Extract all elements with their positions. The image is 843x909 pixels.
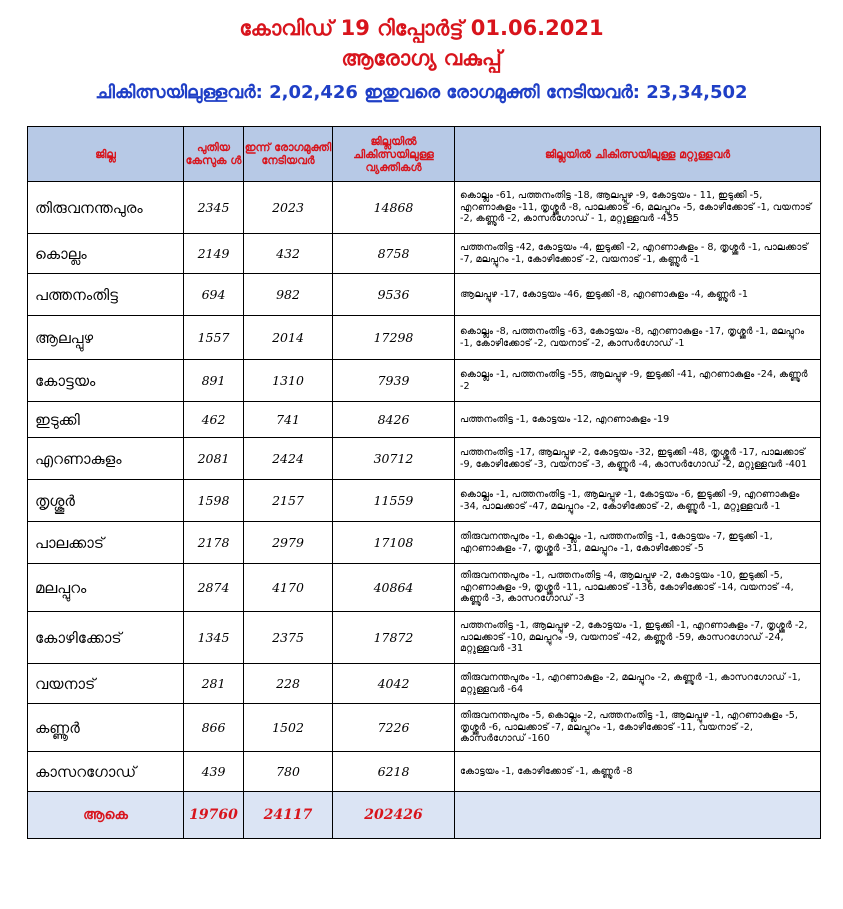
others-cell: കൊല്ലം -8, പത്തനംതിട്ട -63, കോട്ടയം -8, എറണാകുളം -17, തൃശ്ശൂർ -1, മലപ്പുറം -1, കോഴിക്കോട് -2, വയനാട് -2, കാസർഗോഡ് -1 xyxy=(455,316,821,360)
district-cell: കൊല്ലം xyxy=(28,234,184,274)
total-label: ആകെ xyxy=(28,792,184,839)
district-table xyxy=(27,126,821,839)
recovered-cell: 2014 xyxy=(244,316,333,360)
active-cell: 17298 xyxy=(333,316,455,360)
active-cell: 8758 xyxy=(333,234,455,274)
new-cases-cell: 891 xyxy=(184,360,244,402)
district-cell: കാസറഗോഡ് xyxy=(28,752,184,792)
table-row xyxy=(28,704,821,752)
active-cell: 17108 xyxy=(333,522,455,564)
district-cell: പത്തനംതിട്ട xyxy=(28,274,184,316)
table-row xyxy=(28,480,821,522)
others-cell: കൊല്ലം -1, പത്തനംതിട്ട -55, ആലപ്പുഴ -9, ഇടുക്കി -41, എറണാകുളം -24, കണ്ണൂർ -2 xyxy=(455,360,821,402)
table-row xyxy=(28,438,821,480)
active-cell: 8426 xyxy=(333,402,455,438)
header-recovered: ഇന്ന് രോഗമുക്തി നേടിയവർ xyxy=(244,127,333,182)
district-cell: വയനാട് xyxy=(28,664,184,704)
district-cell: കോഴിക്കോട് xyxy=(28,612,184,664)
header-active: ജില്ലയിൽ ചികിത്സയിലുള്ള വ്യക്തികൾ xyxy=(333,127,455,182)
district-cell: ഇടുക്കി xyxy=(28,402,184,438)
table-row xyxy=(28,402,821,438)
table-row xyxy=(28,274,821,316)
district-cell: പാലക്കാട് xyxy=(28,522,184,564)
recovered-cell: 4170 xyxy=(244,564,333,612)
others-cell: തിരുവനന്തപുരം -1, പത്തനംതിട്ട -4, ആലപ്പുഴ -2, കോട്ടയം -10, ഇടുക്കി -5, എറണാകുളം -9, തൃശ്ശൂർ -11, പാലക്കാട് -136, കോഴിക്കോട് -14, വയനാട് -4, കണ്ണൂർ -3, കാസറഗോഡ് -3 xyxy=(455,564,821,612)
others-cell: പത്തനംതിട്ട -1, കോട്ടയം -12, എറണാകുളം -19 xyxy=(455,402,821,438)
recovered-cell: 1502 xyxy=(244,704,333,752)
report-title: കോവിഡ് 19 റിപ്പോർട്ട് 01.06.2021 xyxy=(239,16,604,40)
new-cases-cell: 694 xyxy=(184,274,244,316)
recovered-cell: 741 xyxy=(244,402,333,438)
active-cell: 9536 xyxy=(333,274,455,316)
new-cases-cell: 866 xyxy=(184,704,244,752)
active-cell: 30712 xyxy=(333,438,455,480)
district-cell: കോട്ടയം xyxy=(28,360,184,402)
table-row xyxy=(28,360,821,402)
others-cell: കൊല്ലം -61, പത്തനംതിട്ട -18, ആലപ്പുഴ -9, കോട്ടയം - 11, ഇടുക്കി -5, എറണാകുളം -11, തൃശ്ശൂർ -8, പാലക്കാട് -6, മലപ്പുറം -5, കോഴിക്കോട് -1, വയനാട് -2, കണ്ണൂർ -2, കാസർഗോഡ് - 1, മറ്റുള്ളവർ -435 xyxy=(455,182,821,234)
new-cases-cell: 462 xyxy=(184,402,244,438)
others-cell: തിരുവനന്തപുരം -5, കൊല്ലം -2, പത്തനംതിട്ട -1, ആലപ്പുഴ -1, എറണാകുളം -5, തൃശ്ശൂർ -6, പാലക്കാട് -7, മലപ്പുറം -1, കോഴിക്കോട് -11, വയനാട് -2, കാസർഗോഡ് -160 xyxy=(455,704,821,752)
table-header-row xyxy=(28,127,821,182)
active-cell: 11559 xyxy=(333,480,455,522)
others-cell: തിരുവനന്തപുരം -1, എറണാകുളം -2, മലപ്പുറം -2, കണ്ണൂർ -1, കാസറഗോഡ് -1, മറ്റുള്ളവർ -64 xyxy=(455,664,821,704)
recovered-cell: 982 xyxy=(244,274,333,316)
header-others: ജില്ലയിൽ ചികിത്സയിലുള്ള മറ്റുള്ളവർ xyxy=(455,127,821,182)
active-cell: 17872 xyxy=(333,612,455,664)
recovered-cell: 2979 xyxy=(244,522,333,564)
others-cell: പത്തനംതിട്ട -17, ആലപ്പുഴ -2, കോട്ടയം -32, ഇടുക്കി -48, തൃശ്ശൂർ -17, പാലക്കാട് -9, കോഴിക്കോട് -3, വയനാട് -3, കണ്ണൂർ -4, കാസർഗോഡ് -2, മറ്റുള്ളവർ -401 xyxy=(455,438,821,480)
active-cell: 4042 xyxy=(333,664,455,704)
header-district: ജില്ല xyxy=(28,127,184,182)
new-cases-cell: 2178 xyxy=(184,522,244,564)
active-cell: 6218 xyxy=(333,752,455,792)
recovered-cell: 228 xyxy=(244,664,333,704)
new-cases-cell: 2081 xyxy=(184,438,244,480)
district-cell: ആലപ്പുഴ xyxy=(28,316,184,360)
total-row xyxy=(28,792,821,839)
district-cell: എറണാകുളം xyxy=(28,438,184,480)
table-row xyxy=(28,564,821,612)
recovered-cell: 2375 xyxy=(244,612,333,664)
table-row xyxy=(28,612,821,664)
header-new-cases: പുതിയ കേസുക ൾ xyxy=(184,127,244,182)
others-cell: തിരുവനന്തപുരം -1, കൊല്ലം -1, പത്തനംതിട്ട -1, കോട്ടയം -7, ഇടുക്കി -1, എറണാകുളം -7, തൃശ്ശൂർ -31, മലപ്പുറം -1, കോഴിക്കോട് -5 xyxy=(455,522,821,564)
total-others xyxy=(455,792,821,839)
active-cell: 40864 xyxy=(333,564,455,612)
new-cases-cell: 1557 xyxy=(184,316,244,360)
district-cell: കണ്ണൂർ xyxy=(28,704,184,752)
total-active: 202426 xyxy=(333,792,455,839)
total-recovered: 24117 xyxy=(244,792,333,839)
active-cell: 7226 xyxy=(333,704,455,752)
new-cases-cell: 1598 xyxy=(184,480,244,522)
recovered-cell: 1310 xyxy=(244,360,333,402)
others-cell: കൊല്ലം -1, പത്തനംതിട്ട -1, ആലപ്പുഴ -1, കോട്ടയം -6, ഇടുക്കി -9, എറണാകുളം -34, പാലക്കാട് -47, മലപ്പുറം -2, കോഴിക്കോട് -2, കണ്ണൂർ -1, മറ്റുള്ളവർ -1 xyxy=(455,480,821,522)
new-cases-cell: 2345 xyxy=(184,182,244,234)
new-cases-cell: 439 xyxy=(184,752,244,792)
recovered-cell: 2157 xyxy=(244,480,333,522)
new-cases-cell: 281 xyxy=(184,664,244,704)
active-cell: 14868 xyxy=(333,182,455,234)
recovered-cell: 780 xyxy=(244,752,333,792)
district-cell: മലപ്പുറം xyxy=(28,564,184,612)
table-row xyxy=(28,522,821,564)
recovered-cell: 2424 xyxy=(244,438,333,480)
others-cell: കോട്ടയം -1, കോഴിക്കോട് -1, കണ്ണൂർ -8 xyxy=(455,752,821,792)
recovered-cell: 432 xyxy=(244,234,333,274)
table-row xyxy=(28,664,821,704)
total-new-cases: 19760 xyxy=(184,792,244,839)
summary-line: ചികിത്സയിലുള്ളവർ: 2,02,426 ഇതുവരെ രോഗമുക്തി നേടിയവർ: 23,34,502 xyxy=(95,82,748,103)
table-row xyxy=(28,182,821,234)
new-cases-cell: 2149 xyxy=(184,234,244,274)
district-cell: തിരുവനന്തപുരം xyxy=(28,182,184,234)
table-row xyxy=(28,234,821,274)
district-cell: തൃശ്ശൂർ xyxy=(28,480,184,522)
new-cases-cell: 2874 xyxy=(184,564,244,612)
others-cell: ആലപ്പുഴ -17, കോട്ടയം -46, ഇടുക്കി -8, എറണാകുളം -4, കണ്ണൂർ -1 xyxy=(455,274,821,316)
others-cell: പത്തനംതിട്ട -1, ആലപ്പുഴ -2, കോട്ടയം -1, ഇടുക്കി -1, എറണാകുളം -7, തൃശ്ശൂർ -2, പാലക്കാട് -10, മലപ്പുറം -9, വയനാട് -42, കണ്ണൂർ -59, കാസറഗോഡ് -24, മറ്റുള്ളവർ -31 xyxy=(455,612,821,664)
department-title: ആരോഗ്യ വകുപ്പ് xyxy=(341,46,502,70)
table-row xyxy=(28,316,821,360)
recovered-cell: 2023 xyxy=(244,182,333,234)
table-row xyxy=(28,752,821,792)
new-cases-cell: 1345 xyxy=(184,612,244,664)
active-cell: 7939 xyxy=(333,360,455,402)
others-cell: പത്തനംതിട്ട -42, കോട്ടയം -4, ഇടുക്കി -2, എറണാകുളം - 8, തൃശ്ശൂർ -1, പാലക്കാട് -7, മലപ്പുറം -1, കോഴിക്കോട് -2, വയനാട് -1, കണ്ണൂർ -1 xyxy=(455,234,821,274)
